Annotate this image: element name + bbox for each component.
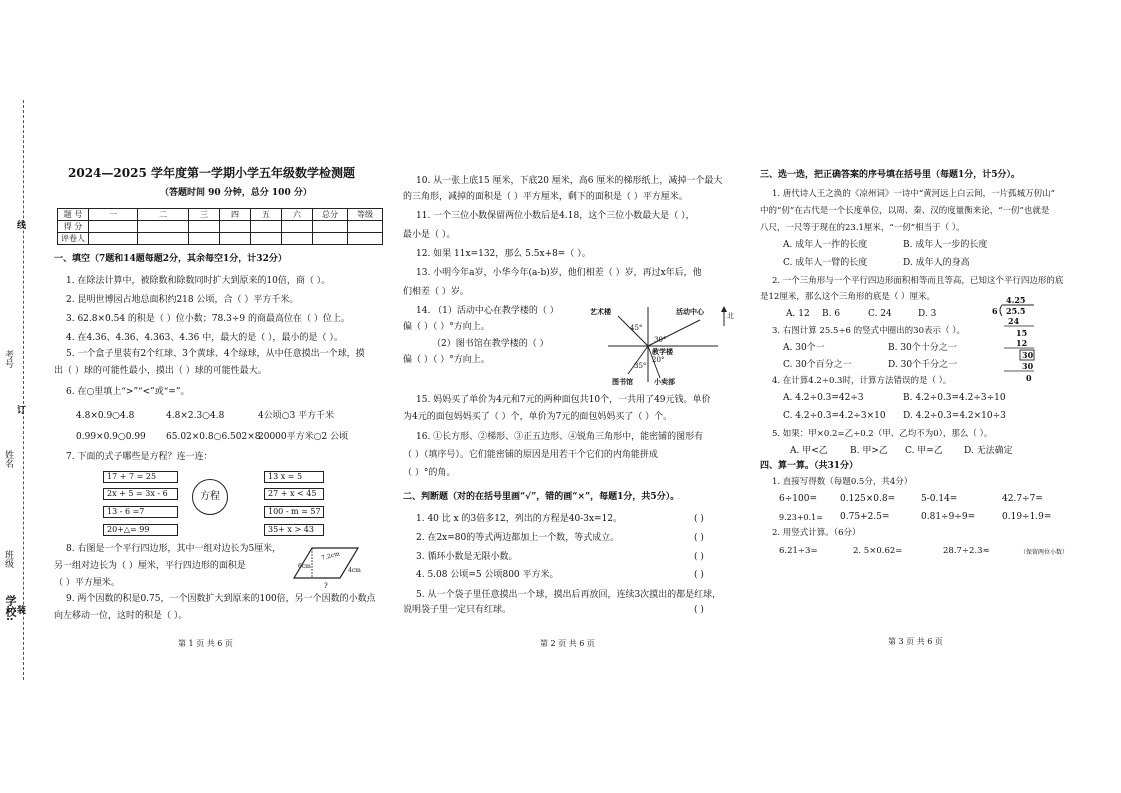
choice-option[interactable]: B. 6 xyxy=(822,309,841,319)
section-4-heading: 四、算一算。（共31分） xyxy=(760,461,859,471)
score-input-cell[interactable] xyxy=(313,221,348,233)
choice-option[interactable]: A. 30个一 xyxy=(783,343,825,353)
question-16-line1: 16. ①长方形、②梯形、③正五边形、④锐角三角形中，能密铺的图形有 xyxy=(416,432,704,442)
question-12: 12. 如果 11x=132，那么 5.5x+8=（ ）。 xyxy=(416,249,591,259)
question-5-line2: 出（ ）球的可能性最小，摸出（ ）球的可能性最大。 xyxy=(54,366,267,376)
grader-row xyxy=(58,233,383,245)
vertical-calc-note: （保留两位小数） xyxy=(1020,549,1069,556)
judge-5-answer[interactable]: ( ) xyxy=(694,605,704,615)
choice-option[interactable]: C. 4.2÷0.3=4.2÷3×10 xyxy=(783,411,886,421)
score-row xyxy=(58,221,383,233)
score-header-cell: 二 xyxy=(138,209,189,221)
choice-2-line2: 是12厘米，那么这个三角形的底是（ ）厘米。 xyxy=(760,292,936,302)
choice-2-line1: 2. 一个三角形与一个平行四边形面积相等而且等高，已知这个平行四边形的底 xyxy=(772,276,1064,286)
exam-title: 2024—2025 学年度第一学期小学五年级数学检测题 xyxy=(68,166,355,180)
seal-mark: 装 xyxy=(15,605,25,614)
question-13-line2: 们相差（ ）岁。 xyxy=(403,287,469,297)
score-header-cell: 一 xyxy=(89,209,138,221)
page-3-footer: 第 3 页 共 6 页 xyxy=(888,637,943,646)
score-header-cell: 总分 xyxy=(313,209,348,221)
parallelogram-figure xyxy=(292,540,362,590)
judge-5-line1: 5. 从一个袋子里任意摸出一个球，摸出后再放回，连续3次摸出的都是红球， xyxy=(416,590,722,600)
choice-4: 4. 在计算4.2÷0.3时，计算方法错误的是（ ）。 xyxy=(772,376,952,386)
question-2: 2. 昆明世博园占地总面积约218 公顷，合（ ）平方千米。 xyxy=(66,295,299,305)
q7-equation-label: 方程 xyxy=(200,491,220,502)
calc-item[interactable]: 0.75+2.5= xyxy=(840,512,890,522)
exam-subtitle: （答题时间 90 分钟，总分 100 分） xyxy=(160,188,312,198)
calc-2-heading: 2. 用竖式计算。（6分） xyxy=(772,528,861,538)
class-label: 班级 xyxy=(3,550,13,568)
division-divisor: 6 xyxy=(992,306,998,316)
judge-4: 4. 5.08 公顷=5 公顷800 平方米。 xyxy=(416,570,559,580)
judge-5-line2: 说明袋子里一定只有红球。 xyxy=(403,605,512,615)
choice-option[interactable]: D. 成年人的身高 xyxy=(903,258,970,268)
choice-option[interactable]: A. 甲<乙 xyxy=(790,446,828,456)
grader-input-cell[interactable] xyxy=(138,233,189,245)
q7-left-box[interactable]: 17 + 7 = 25 xyxy=(103,471,178,483)
question-11-line1: 11. 一个三位小数保留两位小数后是4.18，这个三位小数最大是（ ）， xyxy=(416,211,695,221)
score-header-cell: 题 号 xyxy=(58,209,89,221)
question-10-line2: 的三角形，减掉的面积是（ ）平方厘米，剩下的面积是（ ）平方厘米。 xyxy=(403,192,688,202)
calc-item[interactable]: 0.81÷9÷9= xyxy=(921,512,976,522)
question-14-2: （2）图书馆在教学楼的（ ） xyxy=(432,339,549,349)
judge-3: 3. 循环小数是无限小数。 xyxy=(416,552,518,562)
question-1: 1. 在除法计算中，被除数和除数同时扩大到原来的10倍，商（ ）。 xyxy=(66,276,331,286)
angle-label: 30° xyxy=(654,336,667,344)
question-3: 3. 62.8×0.54 的积是（ ）位小数；78.3÷9 的商最高位在（ ）位上。 xyxy=(66,314,350,324)
grader-input-cell[interactable] xyxy=(89,233,138,245)
q7-left-box[interactable]: 13 - 6 =7 xyxy=(103,506,178,518)
calc-item[interactable]: 0.125×0.8= xyxy=(840,494,896,504)
choice-option[interactable]: C. 甲=乙 xyxy=(905,446,943,456)
division-remainder: 0 xyxy=(1026,373,1032,383)
calc-item[interactable]: 42.7÷7= xyxy=(1002,494,1043,504)
q6-item: 20000平方米○2 公顷 xyxy=(258,432,349,442)
compass-library: 图书馆 xyxy=(612,377,633,386)
question-14-1b: 偏（ ）（ ）°方向上。 xyxy=(403,322,490,332)
choice-option[interactable]: C. 成年人一臂的长度 xyxy=(783,258,868,268)
exam-no-label: 考号 xyxy=(3,350,13,368)
question-9-line1: 9. 两个因数的积是0.75，一个因数扩大到原来的100倍，另一个因数的小数点 xyxy=(66,594,376,604)
judge-3-answer[interactable]: ( ) xyxy=(694,552,704,562)
question-5-line1: 5. 一个盒子里装有2个红球、3个黄球、4个绿球，从中任意摸出一个球，摸 xyxy=(66,349,365,359)
score-header-cell: 等级 xyxy=(348,209,383,221)
score-header-cell: 四 xyxy=(220,209,251,221)
choice-1-line1: 1. 唐代诗人王之涣的《凉州词》一诗中“黄河远上白云间，一片孤城万仞山” xyxy=(772,189,1056,199)
question-4: 4. 在4.36、4.36、4.363、4.36 中，最大的是（ ），最小的是（ ）。 xyxy=(66,333,343,343)
choice-option[interactable]: A. 成年人一拃的长度 xyxy=(783,240,868,250)
division-circled-30: 30 xyxy=(1022,350,1034,360)
score-input-cell[interactable] xyxy=(251,221,282,233)
grader-input-cell[interactable] xyxy=(282,233,313,245)
choice-option[interactable]: B. 4.2÷0.3=4.2÷3÷10 xyxy=(903,393,1006,403)
choice-3: 3. 右图计算 25.5÷6 的竖式中圈出的30表示（ ）。 xyxy=(772,326,965,336)
fig-unknown-label: ? xyxy=(324,582,328,590)
section-3-heading: 三、选一选，把正确答案的序号填在括号里（每题1分，计5分）。 xyxy=(760,170,1021,180)
choice-option[interactable]: A. 12 xyxy=(786,309,810,319)
grader-input-cell[interactable] xyxy=(189,233,220,245)
question-14-1: 14. （1）活动中心在教学楼的（ ） xyxy=(416,306,559,316)
question-10-line1: 10. 从一张上底15 厘米，下底20 厘米，高6 厘米的梯形纸上，减掉一个最大 xyxy=(416,176,723,186)
choice-1-line3: 八尺，一尺等于现在的23.1厘米，“一仞”相当于（ ）。 xyxy=(760,223,965,233)
calc-item[interactable]: 6÷100= xyxy=(779,494,817,504)
q6-item: 0.99×0.9○0.99 xyxy=(76,432,146,442)
choice-option[interactable]: B. 30个十分之一 xyxy=(888,343,957,353)
score-input-cell[interactable] xyxy=(348,221,383,233)
division-step: 12 xyxy=(1016,338,1028,348)
division-dividend: 25.5 xyxy=(1006,306,1026,316)
section-1-heading: 一、填空（7题和14题每题2分，其余每空1分，计32分） xyxy=(54,254,287,264)
score-input-cell[interactable] xyxy=(138,221,189,233)
judge-1-answer[interactable]: ( ) xyxy=(694,514,704,524)
question-15-line1: 15. 妈妈买了单价为4元和7元的两种面包共10个，一共用了49元钱。单价 xyxy=(416,395,711,405)
compass-shop: 小卖部 xyxy=(654,377,675,386)
grader-input-cell[interactable] xyxy=(348,233,383,245)
calc-item[interactable]: 5-0.14= xyxy=(921,494,958,504)
vertical-calc-item[interactable]: 28.7÷2.3≈ xyxy=(943,546,990,556)
compass-diagram xyxy=(588,302,738,387)
fig-side-label: 7.2cm xyxy=(320,550,341,562)
score-header-cell: 三 xyxy=(189,209,220,221)
q7-right-box[interactable]: 27 + x < 45 xyxy=(264,488,324,500)
compass-art-building: 艺术楼 xyxy=(590,307,611,316)
choice-option[interactable]: C. 24 xyxy=(868,309,892,319)
q7-left-box[interactable]: 2x + 5 = 3x - 6 xyxy=(103,488,178,500)
choice-option[interactable]: A. 4.2÷0.3=42÷3 xyxy=(783,393,864,403)
fig-side-label: 4cm xyxy=(348,567,361,574)
choice-option[interactable]: C. 30个百分之一 xyxy=(783,360,852,370)
choice-option[interactable]: B. 甲>乙 xyxy=(850,446,888,456)
angle-label: 45° xyxy=(630,324,643,332)
compass-activity-center: 活动中心 xyxy=(676,307,704,316)
score-header-cell: 五 xyxy=(251,209,282,221)
question-16-line3: （ ）°的角。 xyxy=(403,468,456,478)
angle-label: 35° xyxy=(634,362,647,370)
q6-item: 4公顷○3 平方千米 xyxy=(258,411,335,421)
choice-option[interactable]: D. 30个千分之一 xyxy=(888,360,958,370)
calc-item[interactable]: 0.19÷1.9= xyxy=(1002,512,1052,522)
question-9-line2: 向左移动一位，这时的积是（ ）。 xyxy=(54,611,188,621)
q6-item: 4.8×0.9○4.8 xyxy=(76,411,135,421)
question-13-line1: 13. 小明今年a岁，小华今年(a-b)岁，他们相差（ ）岁，再过x年后，他 xyxy=(416,268,702,278)
vertical-calc-item[interactable]: 6.21÷3= xyxy=(779,546,818,556)
division-step: 30 xyxy=(1022,361,1034,371)
question-8-line1: 8. 右图是一个平行四边形，其中一组对边长为5厘米， xyxy=(66,544,282,554)
page-1-footer: 第 1 页 共 6 页 xyxy=(178,639,233,648)
question-16-line2: （ ）（填序号）。它们能密铺的原因是用若干个它们的内角能拼成 xyxy=(403,450,658,460)
choice-option[interactable]: D. 4.2÷0.3=4.2×10÷3 xyxy=(903,411,1006,421)
grader-input-cell[interactable] xyxy=(251,233,282,245)
choice-5: 5. 如果：甲×0.2=乙÷0.2（甲、乙均不为0），那么（ ）。 xyxy=(772,429,993,439)
division-step: 24 xyxy=(1008,316,1020,326)
division-quotient: 4.25 xyxy=(1006,295,1026,305)
question-6: 6. 在○里填上“>”“<”或“=”。 xyxy=(66,387,190,397)
score-header-cell: 六 xyxy=(282,209,313,221)
vertical-calc-item[interactable]: 2. 5×0.62= xyxy=(853,546,903,556)
question-8-line2: 另一组对边长为（ ）厘米，平行四边形的面积是 xyxy=(54,561,246,571)
calc-1-heading: 1. 直接写得数（每题0.5分，共4分） xyxy=(772,477,913,487)
choice-option[interactable]: D. 无法确定 xyxy=(964,446,1013,456)
score-input-cell[interactable] xyxy=(282,221,313,233)
score-input-cell[interactable] xyxy=(189,221,220,233)
q7-left-box[interactable]: 20+△= 99 xyxy=(103,524,178,536)
judge-2-answer[interactable]: ( ) xyxy=(694,533,704,543)
school-label: 学校: xyxy=(4,595,17,622)
question-7: 7. 下面的式子哪些是方程？连一连： xyxy=(66,452,213,462)
binding-margin xyxy=(0,100,40,720)
division-step: 15 xyxy=(1016,328,1028,338)
question-15-line2: 为4元的面包妈妈买了（ ）个，单价为7元的面包妈妈买了（ ）个。 xyxy=(403,412,673,422)
question-8-line3: （ ）平方厘米。 xyxy=(54,578,120,588)
angle-label: 20° xyxy=(652,356,665,364)
score-table-header-row xyxy=(58,209,383,221)
question-11-line2: 最小是（ ）。 xyxy=(403,230,456,240)
page-2-footer: 第 2 页 共 6 页 xyxy=(540,639,595,648)
q6-item: 4.8×2.3○4.8 xyxy=(166,411,225,421)
staple-mark: 订 xyxy=(15,405,25,414)
judge-2: 2. 在2x=80的等式两边都加上一个数，等式成立。 xyxy=(416,533,620,543)
judge-1: 1. 40 比 x 的3倍多12，列出的方程是40-3x=12。 xyxy=(416,514,623,524)
score-row-label: 得 分 xyxy=(58,221,89,233)
binding-dashed-line xyxy=(23,100,24,680)
line-mark: 线 xyxy=(15,220,25,229)
score-input-cell[interactable] xyxy=(89,221,138,233)
q6-item: 65.02×0.8○6.502×8 xyxy=(166,432,261,442)
long-division-figure xyxy=(988,294,1038,386)
choice-option[interactable]: B. 成年人一步的长度 xyxy=(903,240,988,250)
choice-option[interactable]: D. 3 xyxy=(918,309,937,319)
question-14-2b: 偏（ ）（ ）°方向上。 xyxy=(403,355,490,365)
section-2-heading: 二、判断题（对的在括号里画“√”，错的画“×”，每题1分，共5分）。 xyxy=(403,492,680,502)
score-table xyxy=(57,208,383,245)
choice-1-line2: 中的“仞”在古代是一个长度单位，以周、秦、汉的度量衡来论，“一仞”也就是 xyxy=(760,206,1050,216)
grader-row-label: 评卷人 xyxy=(58,233,89,245)
compass-teaching-building: 教学楼 xyxy=(652,347,673,356)
judge-4-answer[interactable]: ( ) xyxy=(694,570,704,580)
score-input-cell[interactable] xyxy=(220,221,251,233)
name-label: 姓名 xyxy=(3,450,13,468)
fig-side-label: 6cm xyxy=(298,563,311,570)
grader-input-cell[interactable] xyxy=(220,233,251,245)
q7-right-box[interactable]: 13 x = 5 xyxy=(264,471,324,483)
grader-input-cell[interactable] xyxy=(313,233,348,245)
q7-right-box[interactable]: 35+ x > 43 xyxy=(264,524,324,536)
q7-equation-circle[interactable] xyxy=(192,479,228,515)
q7-right-box[interactable]: 100 - m = 57 xyxy=(264,506,324,518)
compass-north-label: 北 xyxy=(727,312,734,320)
calc-item[interactable]: 9.23+0.1= xyxy=(779,513,823,522)
